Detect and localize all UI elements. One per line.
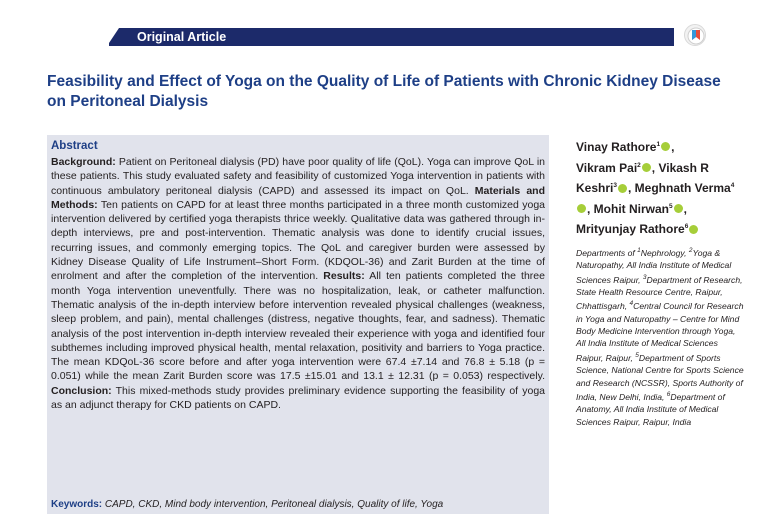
conclusion-text: This mixed-methods study provides preliminary evidence supporting the feasibility of yoga as an adjunct therapy for CKD patients on CAPD. [51, 384, 545, 412]
affiliation-text: Department of Sports Science, National Centre for Sports Science and Research (NCSSR), Sports Authority of India, New Delhi, India, [576, 352, 744, 402]
keywords-label: Keywords: [51, 499, 103, 510]
affiliation-text: Yoga & Naturopathy, All India Institute of Medical Sciences Raipur, [576, 247, 732, 285]
author-sup: 6 [684, 223, 689, 231]
affiliation-sup: 5 [635, 351, 639, 359]
author-sep: , [683, 201, 687, 216]
article-title: Feasibility and Effect of Yoga on the Quality of Life of Patients with Chronic Kidney Disease on Peritoneal Dialysis [47, 73, 721, 110]
affiliation-text: Department of Research, State Health Resource Centre, Raipur, Chhattisgarh, [576, 274, 743, 312]
article-type-label: Original Article [137, 30, 227, 44]
author-name: Meghnath Verma [634, 181, 731, 196]
affiliation-sup: 3 [642, 273, 647, 281]
affiliation-sup: 4 [629, 300, 634, 308]
orcid-icon[interactable] [618, 184, 627, 193]
affiliations [576, 245, 744, 428]
abstract-heading: Abstract [51, 140, 98, 152]
author-name: Vikram Pai [576, 160, 638, 175]
author-sep: , [651, 160, 659, 175]
abstract-box [47, 135, 549, 514]
orcid-icon[interactable] [577, 204, 586, 213]
author-sup: 1 [656, 141, 661, 148]
orcid-icon[interactable] [661, 142, 670, 151]
author-sep: , [671, 140, 675, 154]
banner-notch [107, 28, 119, 46]
affiliation-text: Department of Anatomy, All India Institute of Medical Sciences Raipur, Raipur, India [576, 391, 725, 427]
author-name: Vinay Rathore [576, 140, 657, 154]
author-name: Mrityunjay Rathore [576, 222, 685, 237]
affiliation-sup: 1 [637, 247, 641, 254]
orcid-icon[interactable] [642, 163, 651, 172]
affiliation-text: Departments of [576, 247, 638, 258]
affiliation-sup: 2 [688, 247, 693, 254]
crossmark-icon[interactable] [684, 24, 706, 46]
affiliation-sup: 6 [666, 390, 671, 398]
author-name: Mohit Nirwan [593, 201, 669, 216]
author-sup: 3 [613, 182, 617, 190]
article-type-banner [47, 28, 674, 46]
author-sup: 2 [637, 161, 641, 169]
results-label: Results: [323, 270, 365, 283]
author-list [576, 136, 744, 239]
affiliation-text: Nephrology, [640, 247, 689, 258]
author-sep: , [587, 201, 594, 216]
orcid-icon[interactable] [689, 225, 698, 234]
keywords-line [51, 499, 443, 510]
author-sep: , [627, 181, 635, 196]
orcid-icon[interactable] [674, 204, 683, 213]
abstract-body [51, 155, 545, 412]
conclusion-label: Conclusion: [51, 384, 112, 397]
methods-label: Materials and Methods: [51, 184, 545, 211]
results-text: All ten patients completed the three month Yoga intervention uneventfully. There was no hospitalization, leak, or catheter malfunction. Thematic analysis of the in-depth interview before intervention revealed physical challenges (weakness, sleep problem, and pain), mental challenges (distress, negative thoughts, fear, and sadness). Thematic analysis of the post intervention in-depth interview revealed their experience with yoga and identified four subthemes including improved physical health, mental relaxation, positivity and barriers to Yoga practice. The mean KDQoL-36 score before and after yoga intervention were 67.4 ±7.14 and 76.8 ± 5.18 (p = 0.051) while the mean Zarit Burden score was 17.5 ±15.01 and 13.1 ± 12.31 (p = 0.053) respectively. [51, 270, 545, 383]
author-sup: 4 [730, 182, 735, 190]
background-label: Background: [51, 156, 116, 168]
methods-text: Ten patients on CAPD for at least three months participated in a three month customized yoga intervention delivered by certified yoga therapists thrice weekly. Qualitative data was gathered through in-depth interviews, pre and post-intervention. Thematic analysis was done to identify crucial issues, recurring issues, and commonly emerging topics. The QoL and caregiver burden were assessed by Kidney Disease Quality of Life Instrument–Short Form. (KDQOL-36) and Zarit Burden at the time of enrolment and after the completion of the intervention. [51, 198, 545, 283]
keywords-text: CAPD, CKD, Mind body intervention, Peritoneal dialysis, Quality of life, Yoga [102, 499, 444, 510]
author-sup: 5 [669, 202, 673, 210]
author-name: Vikash R Keshri [576, 160, 709, 196]
banner-left-cutout [47, 28, 109, 46]
affiliation-text: Central Council for Research in Yoga and Naturopathy – Centre for Mind Body Medicine Intervention through Yoga, All India Institute of Medical Sciences Raipur, Raipur, [576, 301, 744, 363]
background-text: Patient on Peritoneal dialysis (PD) have poor quality of life (QoL). Yoga can improve QoL in these patients. This study evaluated safety and feasibility of customized Yoga intervention in patients with continuous ambulatory peritoneal dialysis (CAPD) and assessed its impact on QoL. [51, 156, 545, 197]
